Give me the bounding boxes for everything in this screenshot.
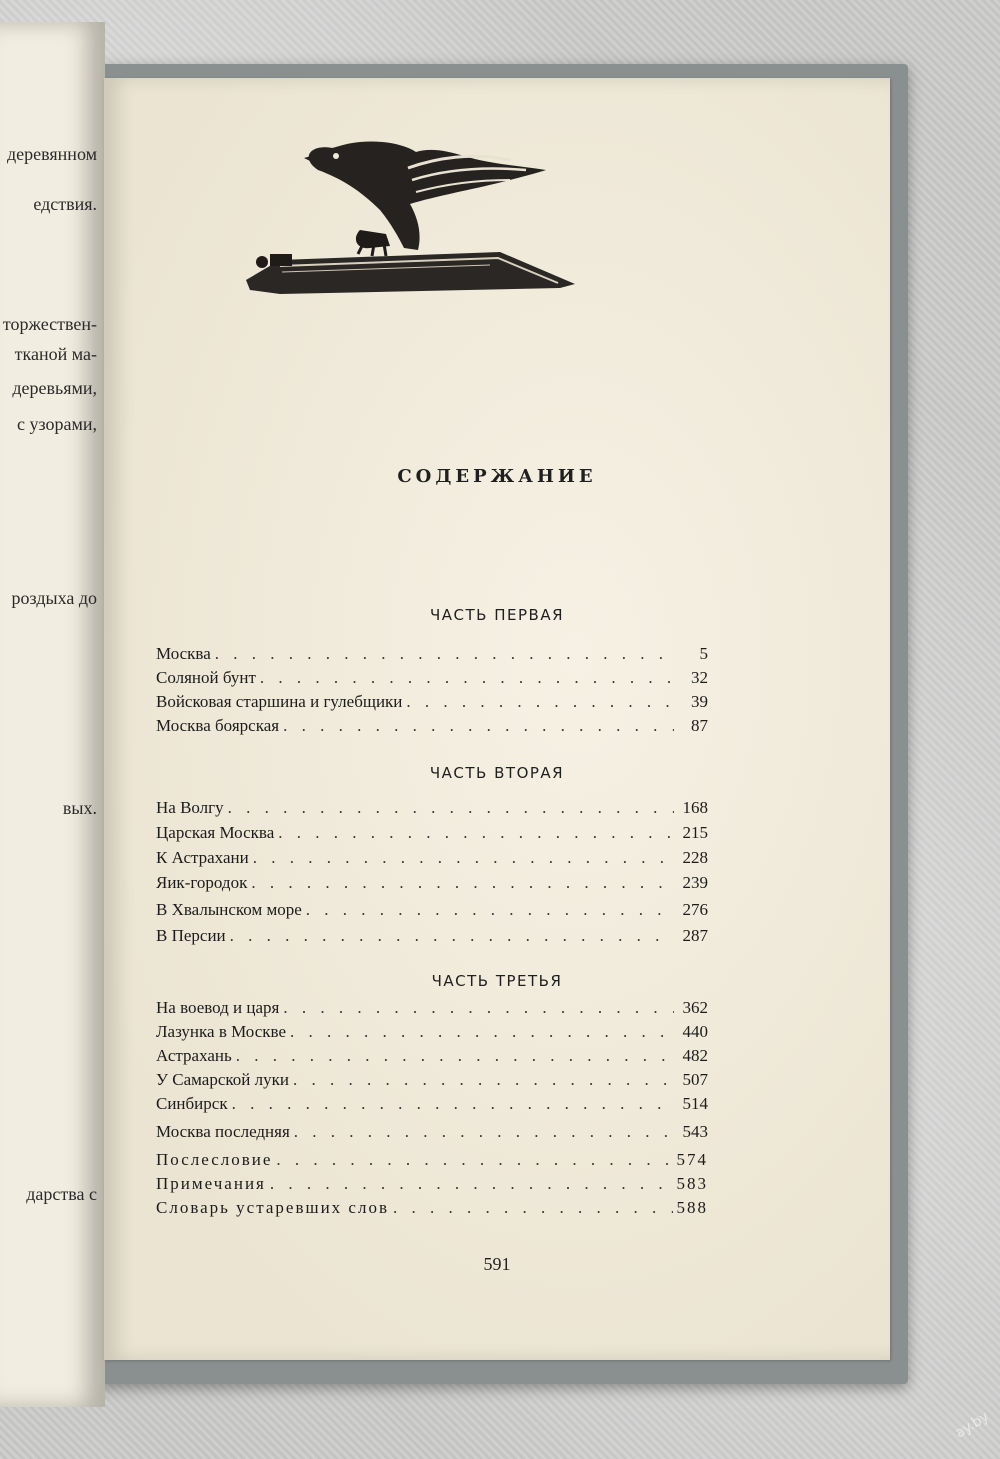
toc-entry-title: Словарь устаревших слов [156,1198,389,1217]
toc-entry [156,1198,708,1224]
leader-dots [283,998,674,1018]
left-page [0,22,105,1407]
toc-entry-title: К Астрахани [156,848,249,867]
toc-entry-page: 440 [682,1022,708,1041]
leader-dots [283,716,674,736]
leader-dots [270,1174,673,1194]
toc-entry-page: 32 [691,668,708,687]
toc-entry [156,1046,708,1072]
toc-entry [156,1122,708,1148]
toc-entry-page: 239 [682,873,708,892]
toc-entry-title: На Волгу [156,798,224,817]
contents-title: СОДЕРЖАНИЕ [397,466,597,487]
leader-dots [236,1046,674,1066]
leader-dots [278,823,674,843]
toc-entry-title: Войсковая старшина и гулебщики [156,692,403,711]
left-page-text-fragment: торжествен- [2,314,97,334]
toc-entry-title: Примечания [156,1174,266,1193]
toc-entry [156,692,708,718]
toc-entry-page: 87 [691,716,708,735]
leader-dots [293,1070,674,1090]
toc-entry-page: 507 [682,1070,708,1089]
part-title: ЧАСТЬ ТРЕТЬЯ [431,972,563,990]
toc-entry-title: Синбирск [156,1094,228,1113]
toc-entry [156,1174,708,1200]
left-page-text-fragment: едствия. [33,194,97,214]
toc-entry [156,716,708,742]
leader-dots [294,1122,674,1142]
leader-dots [276,1150,672,1170]
eagle-on-sword-icon [240,138,580,318]
toc-entry [156,900,708,926]
toc-entry [156,823,708,849]
leader-dots [253,848,674,868]
toc-entry [156,1150,708,1176]
toc-entry [156,1022,708,1048]
toc-entry-title: У Самарской луки [156,1070,289,1089]
toc-entry-page: 168 [682,798,708,817]
part-title: ЧАСТЬ ПЕРВАЯ [429,606,564,624]
toc-entry-page: 287 [682,926,708,945]
left-page-text-fragment: тканой ма- [14,344,97,364]
toc-entry-page: 514 [682,1094,708,1113]
toc-entry-title: В Персии [156,926,226,945]
toc-entry [156,1094,708,1120]
leader-dots [232,1094,674,1114]
left-page-text-fragment: с узорами, [16,414,97,434]
toc-entry [156,644,708,670]
toc-entry-title: Москва [156,644,211,663]
toc-entry-page: 543 [682,1122,708,1141]
toc-entry [156,998,708,1024]
contents-page [104,78,890,1360]
leader-dots [406,692,674,712]
toc-entry-title: Москва последняя [156,1122,290,1141]
leader-dots [215,644,674,664]
toc-entry-page: 482 [682,1046,708,1065]
toc-entry-title: На воевод и царя [156,998,280,1017]
toc-entry-title: Москва боярская [156,716,280,735]
toc-entry-title: Соляной бунт [156,668,256,687]
leader-dots [393,1198,673,1218]
left-page-text-fragment: деревянном [7,144,97,164]
watermark: ay.by [952,1408,992,1442]
toc-entry-page: 583 [676,1174,708,1193]
left-page-text-fragment: вых. [62,798,97,818]
toc-entry-title: Послесловие [156,1150,273,1169]
toc-entry-page: 276 [682,900,708,919]
toc-entry [156,873,708,899]
toc-entry-page: 215 [682,823,708,842]
toc-entry-title: Царская Москва [156,823,275,842]
toc-entry-page: 574 [676,1150,708,1169]
toc-entry-page: 5 [699,644,708,663]
leader-dots [290,1022,674,1042]
left-page-text-fragment: роздыха до [11,588,97,608]
toc-entry-title: В Хвалынском море [156,900,302,919]
toc-entry [156,848,708,874]
toc-entry [156,798,708,824]
toc-entry [156,926,708,952]
toc-entry-page: 362 [682,998,708,1017]
part-title: ЧАСТЬ ВТОРАЯ [429,764,565,782]
toc-entry-page: 228 [682,848,708,867]
left-page-text-fragment: деревьями, [12,378,97,398]
toc-entry-page: 588 [676,1198,708,1217]
toc-entry-page: 39 [691,692,708,711]
toc-entry [156,1070,708,1096]
left-page-text-fragment: дарства с [26,1184,97,1204]
leader-dots [251,873,674,893]
toc-entry-title: Лазунка в Москве [156,1022,286,1041]
toc-entry-title: Яик-городок [156,873,248,892]
toc-entry-title: Астрахань [156,1046,232,1065]
page-number: 591 [483,1254,511,1274]
leader-dots [306,900,674,920]
toc-entry [156,668,708,694]
leader-dots [228,798,674,818]
leader-dots [260,668,674,688]
leader-dots [230,926,674,946]
